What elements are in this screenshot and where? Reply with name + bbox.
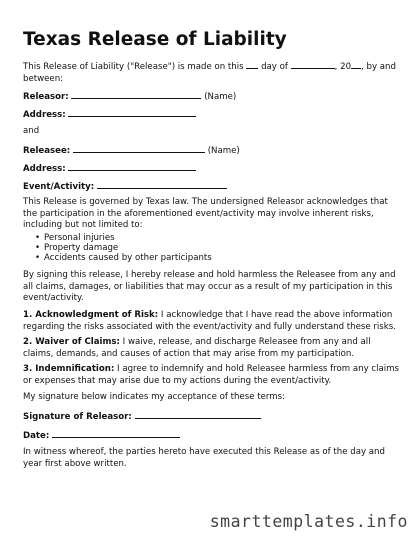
releasor-label: Releasor: (23, 92, 69, 102)
releasee-name-suffix: (Name) (207, 146, 240, 156)
signature-blank[interactable] (135, 410, 261, 419)
section-text: I agree to indemnify and hold Releasee harmless from any claims or expenses that may arise due to my actions during the event/activity. (23, 364, 400, 386)
releasee-name-blank[interactable] (73, 144, 205, 153)
date-blank[interactable] (52, 429, 180, 438)
releasee-address-blank[interactable] (68, 162, 196, 171)
event-blank[interactable] (97, 180, 227, 189)
witness-paragraph: In witness whereof, the parties hereto have executed this Release as of the day and year first above written. (23, 447, 385, 469)
day-blank[interactable] (246, 60, 258, 69)
event-label: Event/Activity: (23, 182, 95, 192)
releasor-address-blank[interactable] (68, 108, 196, 117)
releasee-label: Releasee: (23, 146, 71, 156)
releasor-row (23, 90, 399, 104)
section-heading: 2. Waiver of Claims: (23, 337, 120, 347)
signature-row (23, 410, 399, 424)
list-item: • Accidents caused by other participants (35, 253, 212, 263)
signature-label: Signature of Releasor: (23, 412, 132, 422)
releasor-address-label: Address: (23, 110, 66, 120)
section-acknowledgment (23, 310, 399, 333)
date-row (23, 429, 399, 443)
releasor-name-blank[interactable] (71, 90, 201, 99)
releasee-address-row (23, 162, 399, 176)
section-waiver (23, 337, 399, 360)
releasor-address-row (23, 108, 399, 122)
month-blank[interactable] (291, 60, 335, 69)
year-blank[interactable] (351, 60, 361, 69)
event-row (23, 180, 399, 194)
acceptance-text: My signature below indicates my acceptance of these terms: (23, 392, 285, 402)
intro-text-end: , by and between: (23, 62, 396, 84)
intro-text-day: day of (261, 62, 288, 72)
release-paragraph: By signing this release, I hereby release and hold harmless the Releasee from any and all claims, damages, or liabilities that may occur as a result of my participation in this event/activity. (23, 270, 396, 304)
section-heading: 1. Acknowledgment of Risk: (23, 310, 159, 320)
intro-text-year: , 20 (334, 62, 352, 72)
governing-paragraph: This Release is governed by Texas law. The undersigned Releasor acknowledges that the participation in the aforementioned event/activity may involve inherent risks, including but not limited to: (23, 197, 388, 231)
and-text: and (23, 126, 40, 136)
section-indemnification (23, 364, 399, 387)
list-item: • Personal injuries (35, 233, 212, 243)
releasor-name-suffix: (Name) (204, 92, 237, 102)
section-heading: 3. Indemnification: (23, 364, 115, 374)
risks-list (23, 233, 212, 263)
date-label: Date: (23, 431, 50, 441)
section-text: I acknowledge that I have read the above information regarding the risks associated with the event/activity and fully understand these risks. (23, 310, 396, 332)
watermark-text: smarttemplates.info (209, 512, 408, 531)
document-title: Texas Release of Liability (23, 29, 287, 50)
section-text: I waive, release, and discharge Releasee from any and all claims, demands, and causes of action that may arise from my participation. (23, 337, 371, 359)
list-item: • Property damage (35, 243, 212, 253)
intro-text-start: This Release of Liability ("Release") is made on this (23, 62, 244, 72)
releasee-address-label: Address: (23, 164, 66, 174)
releasee-row (23, 144, 399, 158)
intro-paragraph (23, 60, 399, 85)
